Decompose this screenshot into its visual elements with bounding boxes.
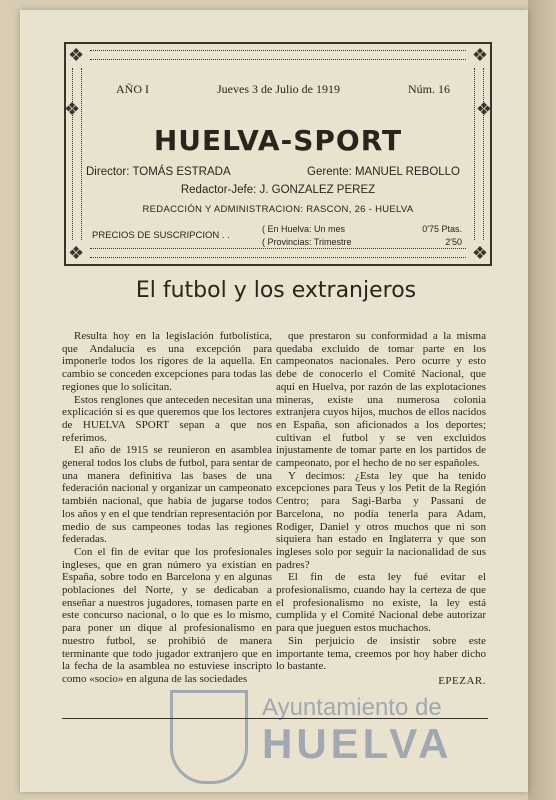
watermark-main-text: HUELVA bbox=[262, 720, 453, 767]
side-ornament-icon: ❖ bbox=[64, 99, 81, 119]
article-paragraph: Estos renglones que anteceden necesitan una explicación si es que queremos que los lectores de HUELVA SPORT sepan a que nos referimos. bbox=[62, 393, 272, 444]
issue-date: Jueves 3 de Julio de 1919 bbox=[217, 82, 340, 96]
director-label: Director: TOMÁS ESTRADA bbox=[86, 166, 231, 178]
price-label: ( Provincias: Trimestre bbox=[262, 237, 352, 247]
page-edge bbox=[528, 0, 556, 800]
manager-label: Gerente: MANUEL REBOLLO bbox=[307, 166, 460, 178]
article-paragraph: El año de 1915 se reunieron en asamblea general todos los clubs de futbol, para sentar de una manera definitiva las bases de una federación nacional y organizar un campeonato también nacional, que había de jugarse todos los años y en el que tendrían representación por medio de sus campeones todas las regiones federadas. bbox=[62, 444, 272, 546]
price-label: ( En Huelva: Un mes bbox=[262, 224, 346, 234]
prices-list bbox=[262, 224, 462, 250]
article-paragraph: Con el fin de evitar que los profesionales ingleses, que en gran número ya existían en España, sobre todo en Barcelona y en algunas poblaciones del Norte, y se dedicaban a enseñar a nuestros jugadores, tomasen parte en este concurso nacional, o lo que es lo mismo, para poner un dique al profesionalismo en nuestro futbol, se prohibió de manera terminante que todo jugador extranjero que en la fecha de la asamblea no estuviese inscripto como «socio» en alguna de las sociedades bbox=[62, 545, 272, 685]
dateline bbox=[116, 82, 450, 97]
side-ornament-icon: ❖ bbox=[475, 99, 492, 119]
price-value: 2'50 bbox=[445, 237, 462, 247]
editor-label: Redactor-Jefe: J. GONZALEZ PEREZ bbox=[180, 184, 376, 196]
article-signature: EPEZAR. bbox=[438, 674, 486, 687]
corner-ornament-icon: ❖ bbox=[471, 243, 488, 263]
article-paragraph: El fin de esta ley fué evitar el profesionalismo, cuando hay la certeza de que el profesionalismo no existe, la ley está cumplida y el Comité Nacional debe autorizar para que jueguen estos muchachos. bbox=[276, 571, 486, 635]
year-label: AÑO I bbox=[116, 82, 149, 96]
city-seal-icon bbox=[170, 690, 248, 784]
corner-ornament-icon: ❖ bbox=[68, 243, 85, 263]
ornament-border-top bbox=[90, 50, 466, 60]
price-row bbox=[262, 237, 462, 250]
office-address: REDACCIÓN Y ADMINISTRACION: RASCON, 26 - HUELVA bbox=[142, 204, 414, 215]
article-paragraph: Y decimos: ¿Esta ley que ha tenido excepciones para Teus y los Petit de la Región Centro; para Sagi-Barba y Passani de Barcelona, no podía tenerla para Adam, Rodiger, Daniel y otros muchos que ni son siquiera han estado en Inglaterra y que son ingleses solo por seguir la nacionalidad de sus padres? bbox=[276, 469, 486, 571]
article-title: El futbol y los extranjeros bbox=[135, 278, 417, 303]
price-row bbox=[262, 224, 462, 237]
archive-watermark bbox=[170, 690, 490, 770]
masthead-frame bbox=[64, 42, 492, 266]
article-column-right bbox=[276, 330, 486, 688]
prices-label: PRECIOS DE SUSCRIPCION . . bbox=[92, 230, 230, 241]
issue-number: Núm. 16 bbox=[407, 82, 450, 96]
newspaper-title: HUELVA-SPORT bbox=[153, 124, 403, 157]
price-value: 0'75 Ptas. bbox=[422, 224, 462, 234]
article-paragraph: Sin perjuicio de insistir sobre este importante tema, creemos por hoy haber dicho lo bastante. bbox=[276, 634, 486, 673]
staff-line bbox=[86, 166, 460, 178]
watermark-top-text: Ayuntamiento de bbox=[262, 694, 442, 721]
article-column-left bbox=[62, 330, 272, 686]
corner-ornament-icon: ❖ bbox=[471, 45, 488, 65]
article-paragraph: que prestaron su conformidad a la misma quedaba excluido de tomar parte en los campeonatos nacionales. Pero ocurre y esto debe de conocerlo el Comité Nacional, que aquí en Huelva, por razón de las explotaciones mineras, existe una numerosa colonia extranjera cuyos hijos, muchos de ellos nacidos en España, son aficionados a los deportes; cultivan el futbol y se ven excluidos injustamente de tomar parte en los partidos de campeonato, por el hecho de no ser españoles. bbox=[276, 330, 486, 470]
article-paragraph: Resulta hoy en la legislación futbolística, que Andalucía es una excepción para imponerle todos los rigores de la aquella. En cambio se conceden excepciones para todas las regiones que lo solicitan. bbox=[62, 330, 272, 393]
corner-ornament-icon: ❖ bbox=[68, 45, 85, 65]
